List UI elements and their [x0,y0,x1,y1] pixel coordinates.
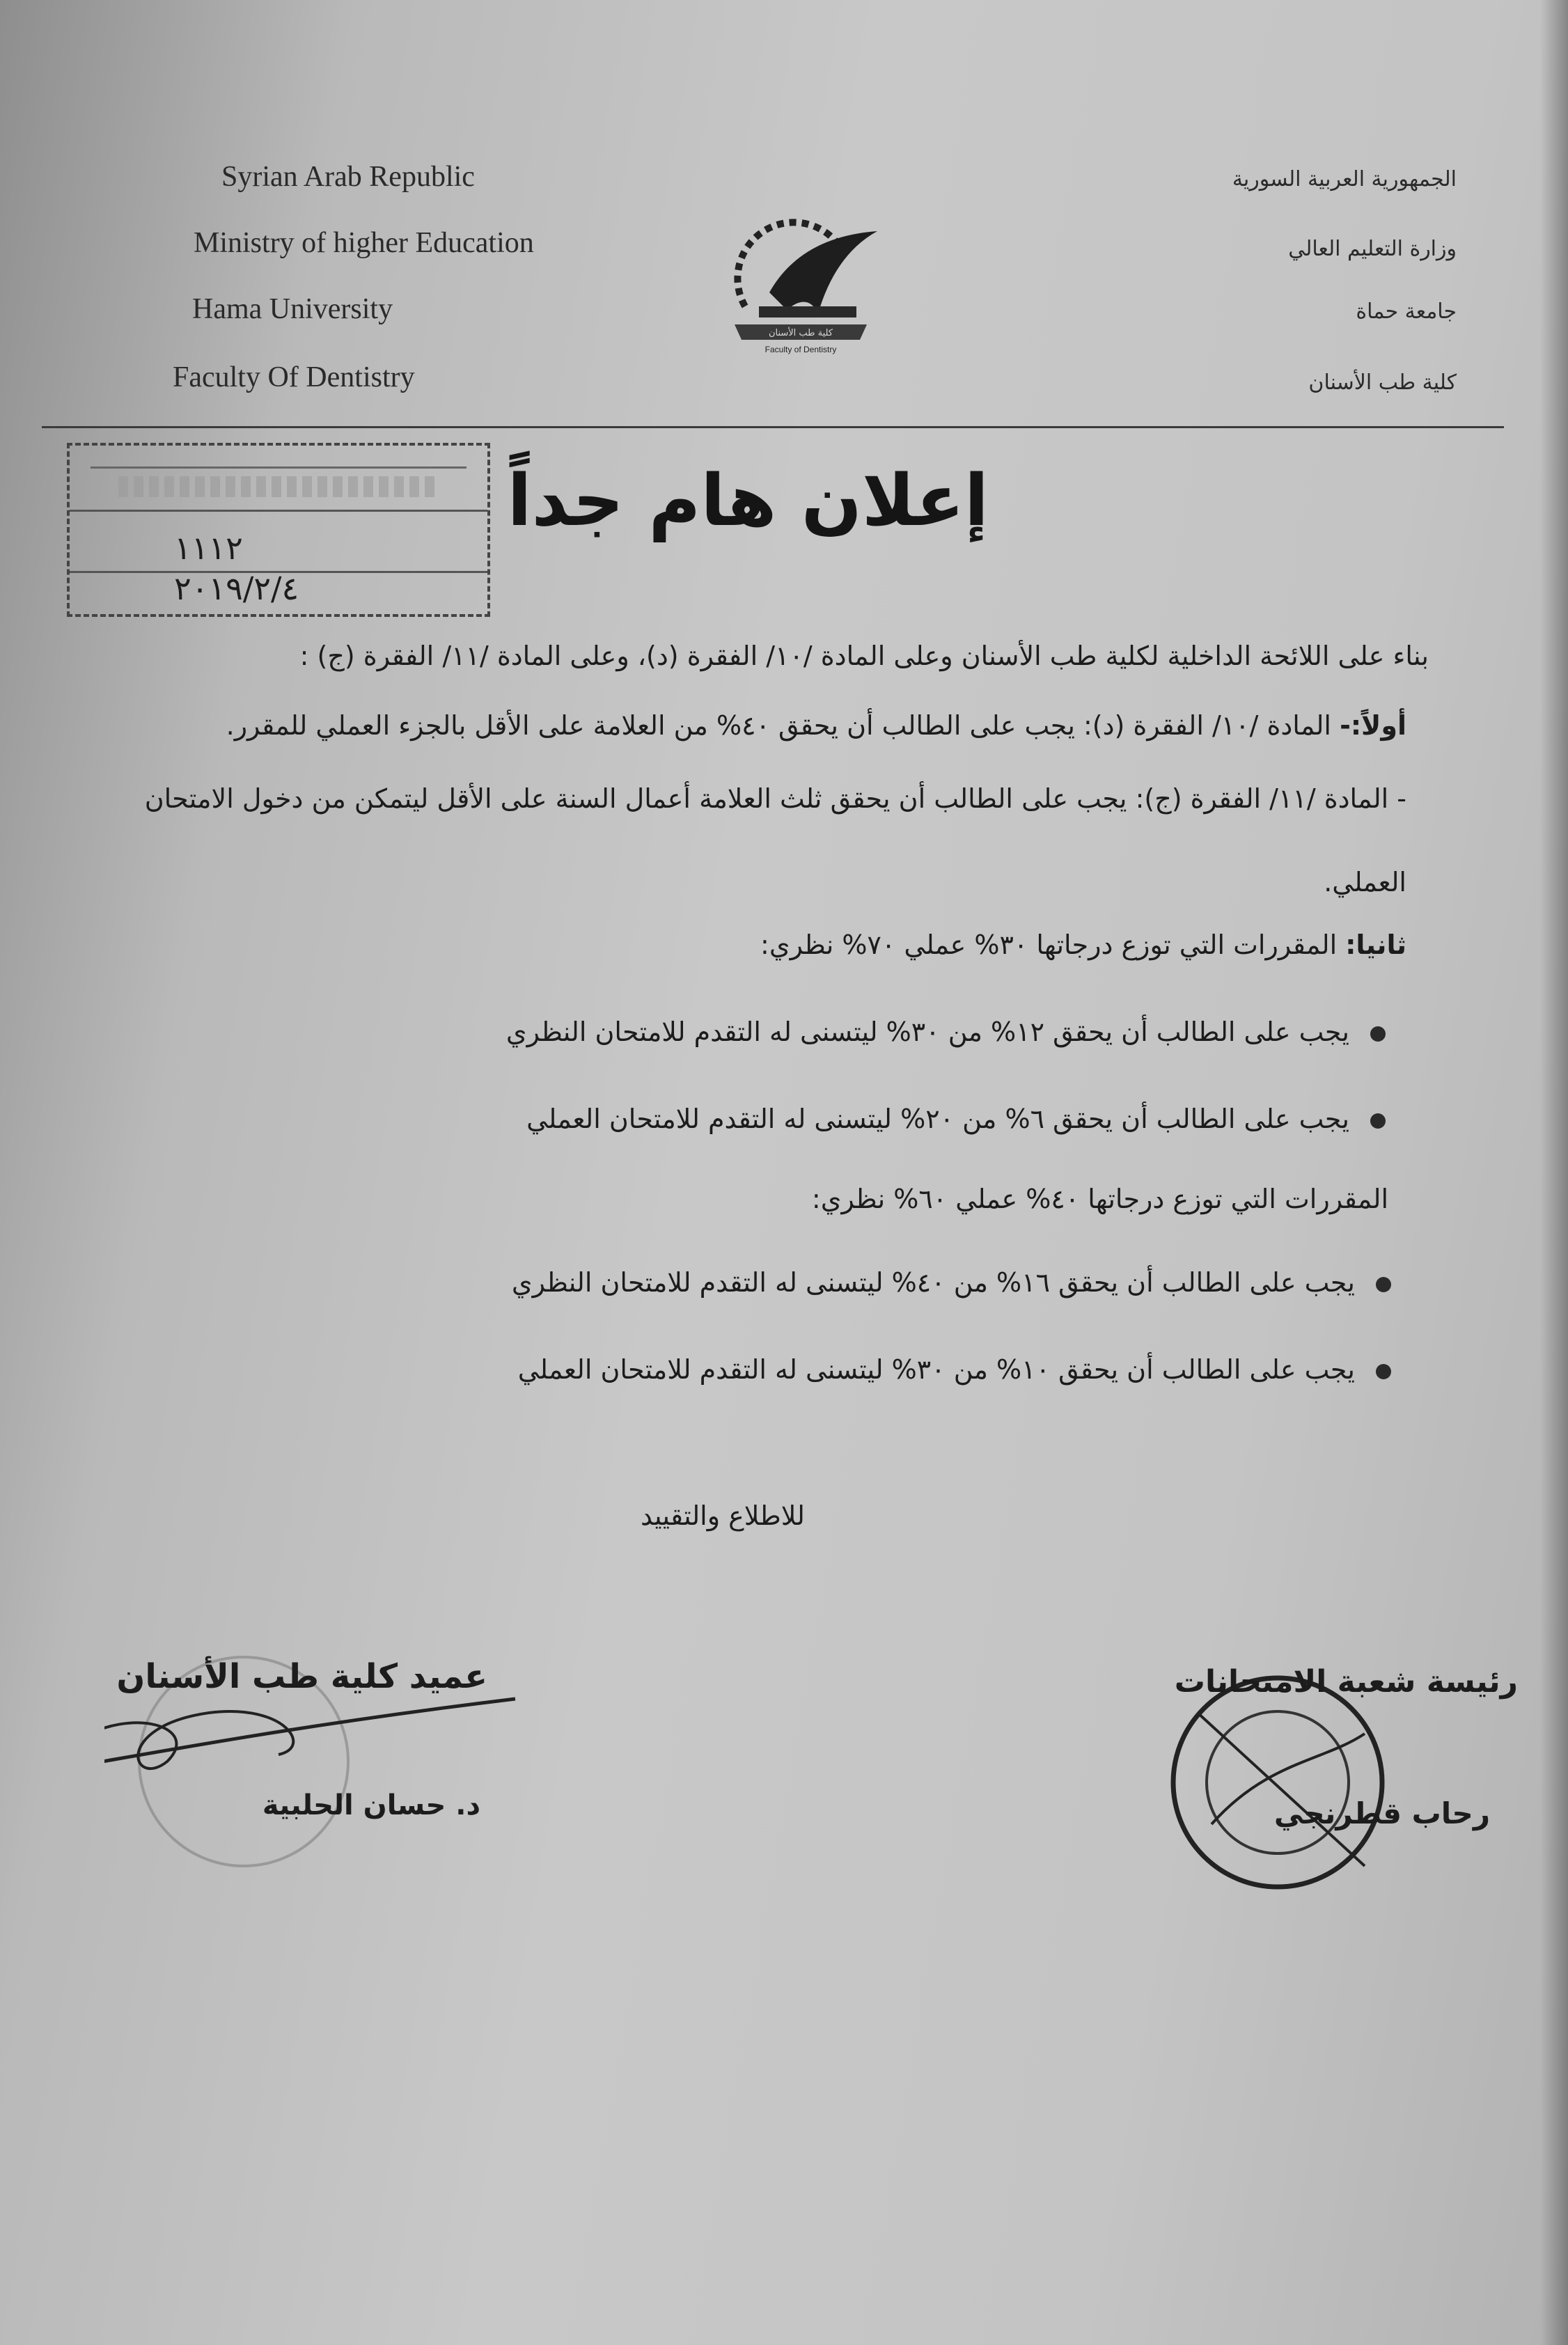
list-item [518,1354,1391,1385]
article-11-line1: - المادة /١١/ الفقرة (ج): يجب على الطالب أن يحقق ثلث العلامة أعمال السنة على الأقل ليتمكن من دخول الامتحان [144,783,1406,814]
first-lead: أولاً:- [1340,710,1406,741]
header-en-country: Syrian Arab Republic [221,161,475,193]
header-divider [42,426,1504,428]
stamp-line [70,510,487,512]
registry-number: ١١١٢ [174,529,243,567]
exams-head-name: رحاب قطرنجي [1273,1796,1490,1830]
first-text: المادة /١٠/ الفقرة (د): يجب على الطالب أن يحقق ٤٠% من العلامة على الأقل بالجزء العملي للمقرر. [226,710,1340,741]
faculty-logo [703,188,898,369]
header-ar-faculty: كلية طب الأسنان [1308,370,1457,395]
faculty-logo-emblem [703,188,898,369]
header-en-ministry: Ministry of higher Education [194,227,534,259]
bullet-text: يجب على الطالب أن يحقق ١٢% من ٣٠% ليتسنى له التقدم للامتحان النظري [505,1017,1349,1047]
registry-date: ٢٠١٩/٢/٤ [174,570,299,607]
bullet-text: يجب على الطالب أن يحقق ٦% من ٢٠% ليتسنى له التقدم للامتحان العملي [526,1104,1349,1134]
second-heading [760,930,1406,960]
header-en-faculty: Faculty Of Dentistry [173,361,415,393]
header-en-university: Hama University [192,293,393,325]
page-title: إعلان هام جداً [507,460,989,542]
dean-signature-block [104,1643,522,1880]
logo-ar-text: كلية طب الأسنان [768,328,833,338]
stamp-faded-text [118,476,439,497]
bullet-icon [1370,1113,1386,1129]
bullet-text: يجب على الطالب أن يحقق ١٠% من ٣٠% ليتسنى له التقدم للامتحان العملي [517,1354,1355,1385]
registry-stamp [67,443,490,617]
dean-name: د. حسان الحلبية [262,1789,480,1821]
list-item [526,1104,1386,1134]
article-11-line2: العملي. [1324,867,1406,897]
bullet-text: يجب على الطالب أن يحقق ١٦% من ٤٠% ليتسنى له التقدم للامتحان النظري [511,1267,1355,1298]
exams-head-title: رئيسة شعبة الامتحانات [1174,1664,1518,1700]
intro-text: بناء على اللائحة الداخلية لكلية طب الأسنان وعلى المادة /١٠/ الفقرة (د)، وعلى المادة /١١/ الفقرة (ج) : [299,641,1429,671]
bullet-icon [1376,1364,1391,1379]
group2-heading: المقررات التي توزع درجاتها ٤٠% عملي ٦٠% نظري: [811,1184,1388,1214]
article-10-text [226,710,1406,741]
bullet-icon [1370,1026,1386,1042]
second-lead: ثانيا: [1345,930,1406,960]
header-ar-country: الجمهورية العربية السورية [1232,167,1457,191]
stamp-line [91,466,467,469]
exams-head-signature-block [1156,1657,1518,1908]
list-item [512,1267,1391,1298]
header-ar-ministry: وزارة التعليم العالي [1288,237,1457,261]
closing-text: للاطلاع والتقييد [641,1500,805,1531]
header-ar-university: جامعة حماة [1356,299,1457,324]
list-item [506,1017,1386,1047]
bullet-icon [1376,1277,1391,1292]
dean-title: عميد كلية طب الأسنان [116,1657,487,1696]
second-text: المقررات التي توزع درجاتها ٣٠% عملي ٧٠% نظري: [760,930,1346,960]
logo-en-text: Faculty of Dentistry [765,345,837,354]
